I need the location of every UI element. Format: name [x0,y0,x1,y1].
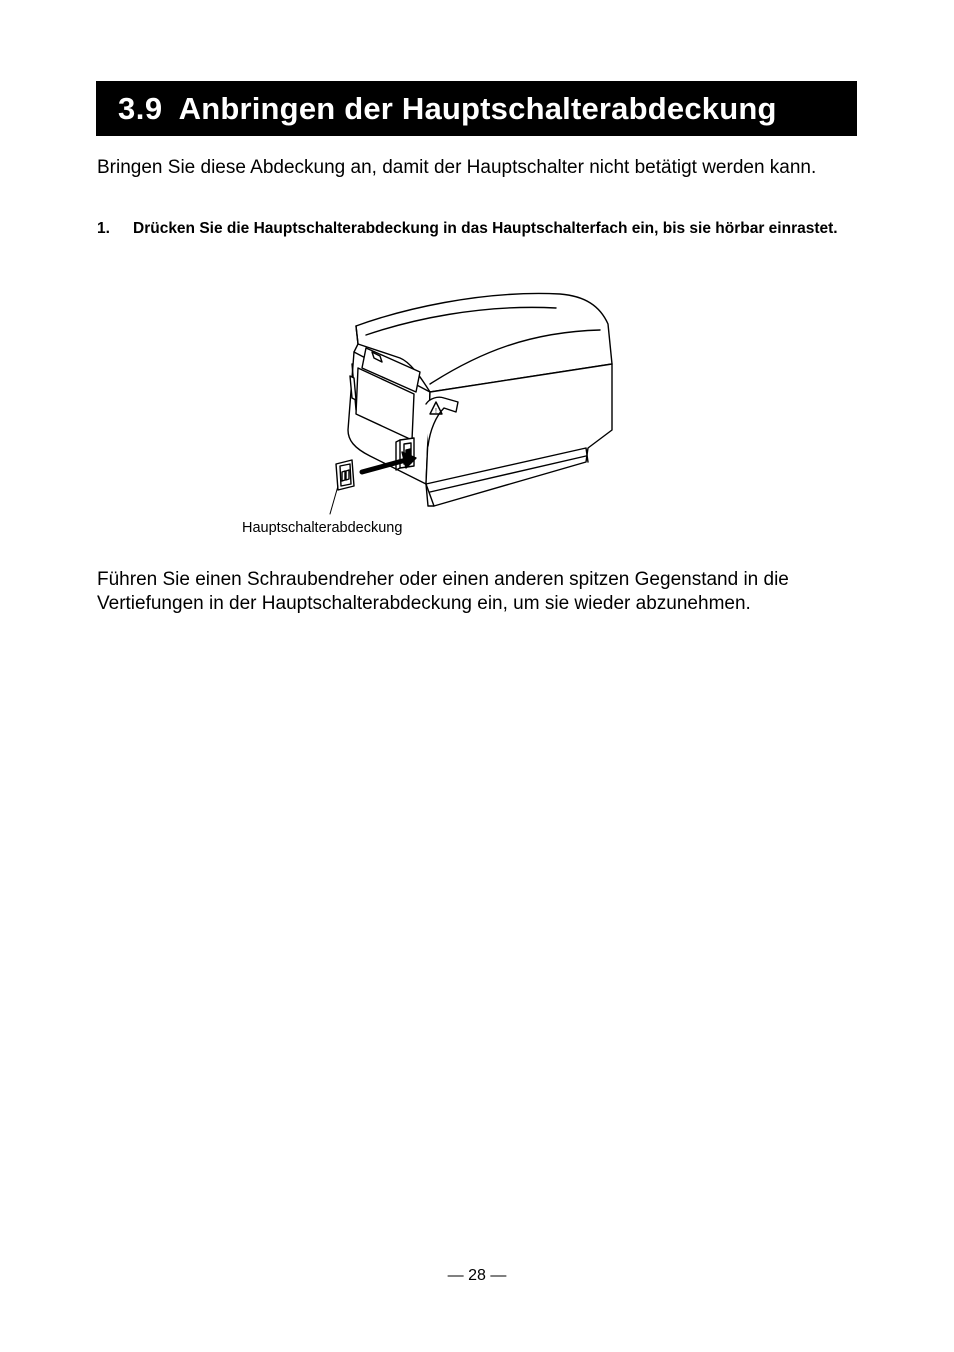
printer-illustration [230,280,650,550]
intro-paragraph: Bringen Sie diese Abdeckung an, damit der Hauptschalter nicht betätigt werden kann. [97,157,817,178]
figure-callout-label: Hauptschalterabdeckung [242,520,403,536]
figure [230,280,650,550]
switch-cover-icon [336,460,354,490]
step-text: Drücken Sie die Hauptschalterabdeckung in das Hauptschalterfach ein, bis sie hörbar einrastet. [133,220,838,237]
page-number: — 28 — [447,1267,507,1284]
step-item [97,218,862,239]
section-number: 3.9 [118,90,163,126]
section-title: Anbringen der Hauptschalterabdeckung [178,90,777,126]
svg-text:!: ! [435,408,437,415]
step-number: 1. [97,220,110,237]
outro-paragraph: Führen Sie einen Schraubendreher oder einen anderen spitzen Gegenstand in die Vertiefungen in der Hauptschalterabdeckung ein, um sie wieder abzunehmen. [97,569,789,614]
section-header [96,81,857,136]
